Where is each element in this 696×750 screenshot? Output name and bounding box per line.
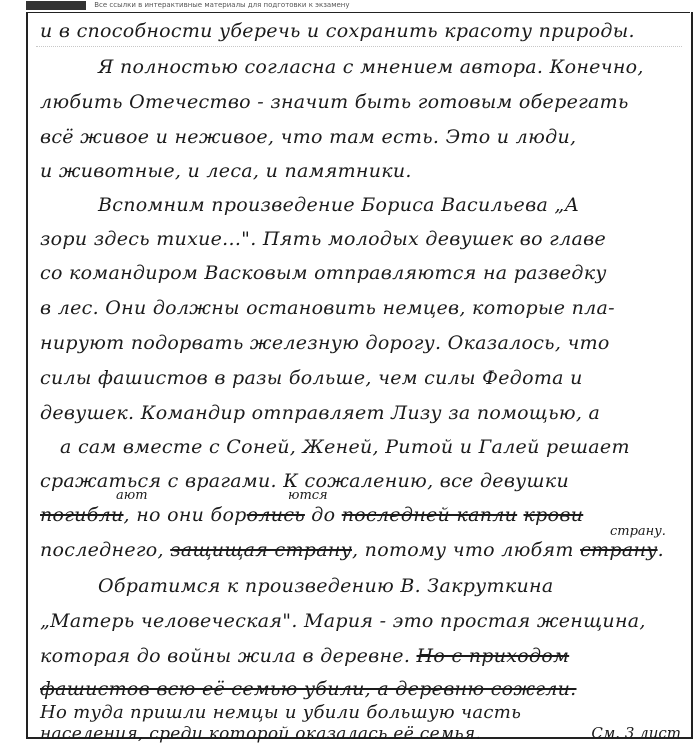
handwritten-page xyxy=(26,12,693,744)
text-line-14: сражаться с врагами. К сожалению, все девушки xyxy=(40,470,569,492)
text-line-8: со командиром Васковым отправляются на разведку xyxy=(40,262,607,284)
struck-word: страну xyxy=(580,539,658,561)
insertion-itsya: ются xyxy=(288,488,328,503)
text-line-20 xyxy=(40,678,577,700)
header-badge xyxy=(26,1,86,10)
text-line-19: которая до войны жила в деревне. Но с приходом xyxy=(40,645,570,667)
text-line-3: любить Отечество - значит быть готовым оберегать xyxy=(40,91,629,113)
insertion-stranu: страну. xyxy=(610,524,666,539)
text-line-4: всё живое и неживое, что там есть. Это и люди, xyxy=(40,126,577,148)
text-line-12: девушек. Командир отправляет Лизу за помощью, а xyxy=(40,402,601,424)
text-line-6: Вспомним произведение Бориса Васильева „А xyxy=(98,194,580,216)
text-line-5: и животные, и леса, и памятники. xyxy=(40,160,412,182)
struck-phrase: Но с приходом xyxy=(416,645,570,667)
text-line-21: Но туда пришли немцы и убили большую часть xyxy=(40,702,522,723)
text-line-18: „Матерь человеческая". Мария - это простая женщина, xyxy=(40,610,646,632)
signature-note: См. 3 лист xyxy=(591,724,681,742)
text-line-2: Я полностью согласна с мнением автора. Конечно, xyxy=(98,56,644,78)
struck-phrase: защищая страну xyxy=(170,539,352,561)
struck-phrase: последней капли xyxy=(341,504,518,526)
text-line-10: нируют подорвать железную дорогу. Оказалось, что xyxy=(40,332,610,354)
struck-word: крови xyxy=(523,504,584,526)
text-line-11: силы фашистов в разы больше, чем силы Федота и xyxy=(40,367,583,389)
text-line-16: последнего, защищая страну, потому что любят страну. xyxy=(40,539,664,561)
line-rule xyxy=(36,46,682,47)
insertion-aiut: ают xyxy=(116,488,148,503)
struck-line: фашистов всю её семью убили, а деревню сожгли. xyxy=(40,678,577,700)
struck-word: олись xyxy=(246,504,305,526)
text-line-9: в лес. Они должны остановить немцев, которые пла- xyxy=(40,297,615,319)
text-line-15: погибли, но они боролись до последней капли крови xyxy=(40,504,584,526)
text-line-22: населения, среди которой оказалась её семья. xyxy=(40,724,482,744)
text-line-1: и в способности уберечь и сохранить красоту природы. xyxy=(40,20,635,42)
text-line-7: зори здесь тихие...". Пять молодых девушек во главе xyxy=(40,228,607,250)
text-line-13: а сам вместе с Соней, Женей, Ритой и Галей решает xyxy=(60,436,630,458)
header-text: Все ссылки в интерактивные материалы для подготовки к экзамену xyxy=(94,1,350,9)
text-line-17: Обратимся к произведению В. Закруткина xyxy=(98,575,554,597)
struck-word: погибли xyxy=(40,504,124,526)
